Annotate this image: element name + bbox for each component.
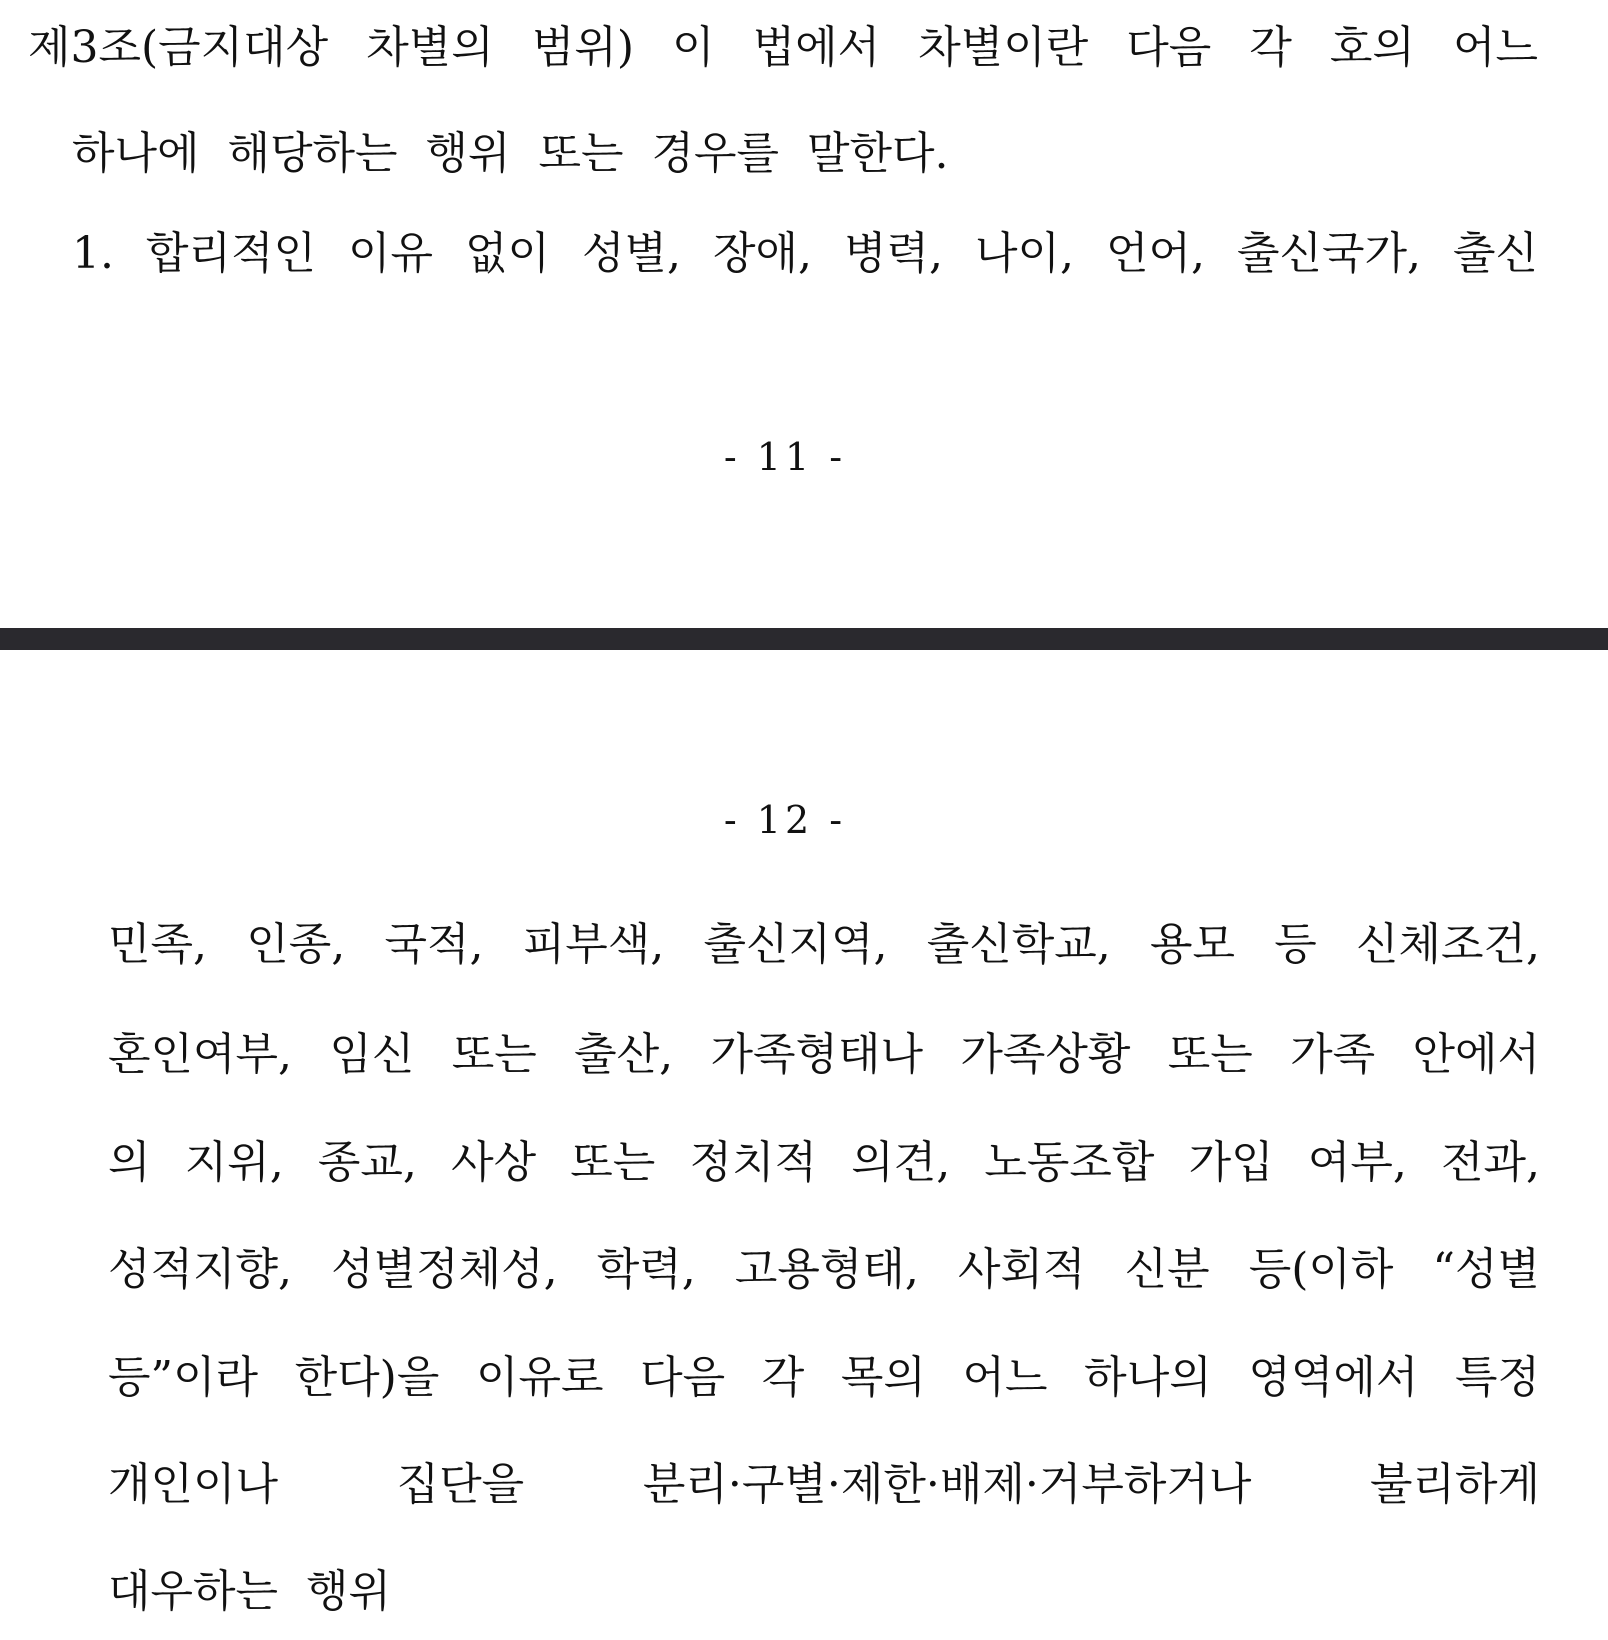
- item-1-continued-line-4: 성적지향, 성별정체성, 학력, 고용형태, 사회적 신분 등(이하 “성별: [108, 1244, 1540, 1295]
- item-1-continued-line-5: 등”이라 한다)을 이유로 다음 각 목의 어느 하나의 영역에서 특정: [108, 1352, 1540, 1403]
- page-11: [0, 0, 1608, 628]
- item-1-continued-line-1: 민족, 인종, 국적, 피부색, 출신지역, 출신학교, 용모 등 신체조건,: [108, 919, 1540, 970]
- item-1-continued-line-6: 개인이나 집단을 분리·구별·제한·배제·거부하거나 불리하게: [108, 1459, 1540, 1510]
- page-break-divider: [0, 628, 1608, 650]
- item-1-continued-line-2: 혼인여부, 임신 또는 출산, 가족형태나 가족상황 또는 가족 안에서: [108, 1029, 1540, 1080]
- page-12: [0, 650, 1608, 1640]
- page-number-11: - 11 -: [723, 435, 847, 479]
- article-3-intro-line: 하나에 해당하는 행위 또는 경우를 말한다.: [72, 128, 949, 179]
- article-3-heading-line: 제3조(금지대상 차별의 범위) 이 법에서 차별이란 다음 각 호의 어느: [28, 22, 1538, 73]
- item-1-continued-line-3: 의 지위, 종교, 사상 또는 정치적 의견, 노동조합 가입 여부, 전과,: [108, 1137, 1540, 1188]
- item-1-first-line: 1. 합리적인 이유 없이 성별, 장애, 병력, 나이, 언어, 출신국가, 출신: [72, 228, 1538, 279]
- item-1-continued-line-7: 대우하는 행위: [108, 1566, 392, 1617]
- page-number-12: - 12 -: [723, 798, 847, 842]
